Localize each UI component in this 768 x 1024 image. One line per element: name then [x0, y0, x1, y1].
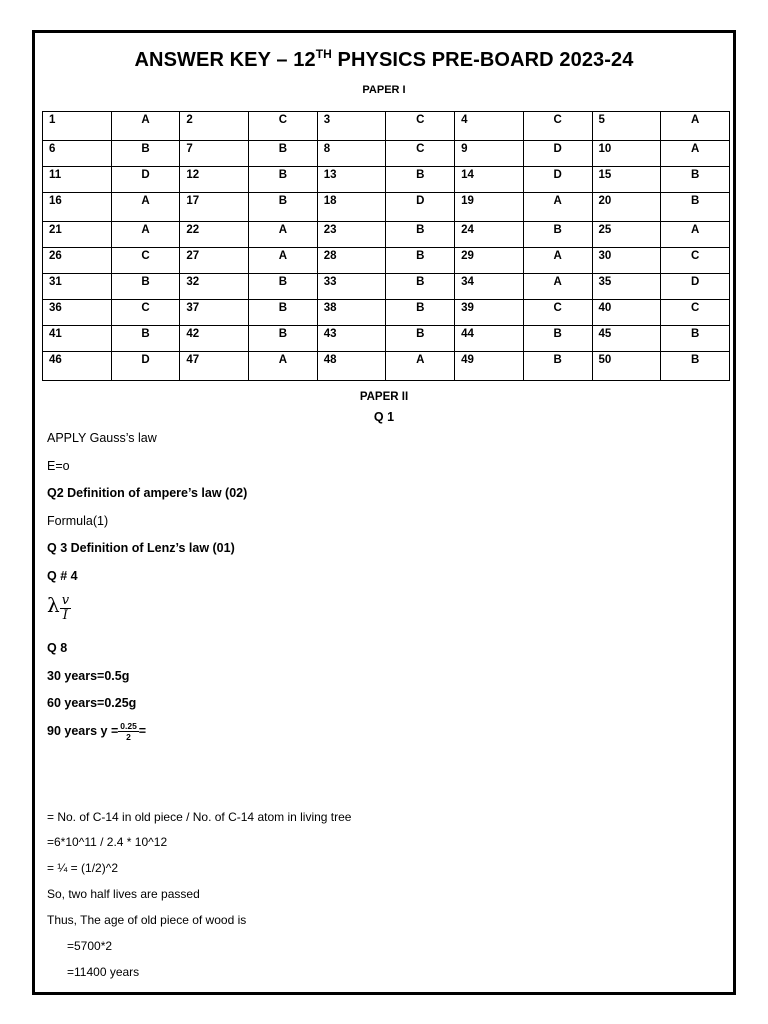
q1-line-2: E=o	[47, 459, 70, 473]
question-number: 23	[317, 222, 386, 248]
answer-letter: B	[661, 326, 730, 352]
answer-letter: B	[523, 352, 592, 381]
question-number: 1	[43, 112, 112, 141]
answer-letter: A	[249, 222, 318, 248]
solution-line-7: =11400 years	[67, 965, 140, 979]
answer-letter: D	[386, 193, 455, 222]
answer-letter: A	[386, 352, 455, 381]
answer-letter: C	[661, 248, 730, 274]
q1-heading: Q 1	[373, 410, 395, 424]
question-number: 25	[592, 222, 661, 248]
answer-letter: B	[111, 141, 180, 167]
question-number: 10	[592, 141, 661, 167]
answer-letter: C	[523, 300, 592, 326]
answer-letter: B	[249, 141, 318, 167]
table-row	[43, 248, 730, 274]
table-row	[43, 222, 730, 248]
table-row	[43, 141, 730, 167]
answer-letter: B	[661, 167, 730, 193]
answer-letter: D	[111, 352, 180, 381]
answer-letter: B	[249, 326, 318, 352]
solution-line-6: =5700*2	[67, 939, 113, 953]
solution-line-3: = ¼ = (1/2)^2	[47, 861, 119, 875]
question-number: 38	[317, 300, 386, 326]
solution-line-4: So, two half lives are passed	[47, 887, 200, 901]
q1-line-1: APPLY Gauss’s law	[47, 431, 157, 445]
answer-letter: D	[111, 167, 180, 193]
question-number: 36	[43, 300, 112, 326]
answer-letter: C	[111, 248, 180, 274]
question-number: 31	[43, 274, 112, 300]
answer-letter: B	[111, 326, 180, 352]
question-number: 44	[455, 326, 524, 352]
answer-letter: C	[386, 112, 455, 141]
solution-line-1: = No. of C-14 in old piece / No. of C-14 atom in living tree	[47, 810, 352, 824]
question-number: 18	[317, 193, 386, 222]
paper-2-heading: PAPER II	[359, 391, 409, 403]
answer-letter: B	[386, 326, 455, 352]
table-row	[43, 326, 730, 352]
question-number: 19	[455, 193, 524, 222]
table-row	[43, 193, 730, 222]
question-number: 14	[455, 167, 524, 193]
answer-letter: A	[249, 352, 318, 381]
question-number: 41	[43, 326, 112, 352]
answer-letter: A	[523, 193, 592, 222]
answer-letter: B	[249, 274, 318, 300]
question-number: 50	[592, 352, 661, 381]
table-row	[43, 274, 730, 300]
answer-letter: B	[249, 167, 318, 193]
answer-letter: C	[661, 300, 730, 326]
question-number: 30	[592, 248, 661, 274]
answer-letter: B	[523, 222, 592, 248]
question-number: 29	[455, 248, 524, 274]
question-number: 21	[43, 222, 112, 248]
q4-heading: Q # 4	[47, 569, 78, 583]
lambda-symbol: λ	[47, 593, 60, 617]
question-number: 12	[180, 167, 249, 193]
answer-letter: A	[249, 248, 318, 274]
answer-letter: A	[523, 274, 592, 300]
table-row	[43, 300, 730, 326]
q2-line: Formula(1)	[47, 514, 109, 528]
answer-letter: C	[111, 300, 180, 326]
v-over-i-fraction: $\frac{v}{I}$	[61, 593, 70, 624]
q4-formula	[47, 593, 71, 623]
answer-letter: A	[523, 248, 592, 274]
answer-letter: A	[111, 193, 180, 222]
table-row	[43, 352, 730, 381]
question-number: 6	[43, 141, 112, 167]
question-number: 47	[180, 352, 249, 381]
answer-table	[42, 111, 730, 381]
fraction: $\frac{0.25}{2}$	[120, 721, 137, 742]
question-number: 46	[43, 352, 112, 381]
answer-letter: C	[249, 112, 318, 141]
question-number: 9	[455, 141, 524, 167]
q8-line-1: 30 years=0.5g	[47, 669, 130, 683]
answer-letter: B	[523, 326, 592, 352]
question-number: 20	[592, 193, 661, 222]
answer-letter: D	[523, 167, 592, 193]
question-number: 15	[592, 167, 661, 193]
question-number: 37	[180, 300, 249, 326]
question-number: 16	[43, 193, 112, 222]
answer-letter: A	[111, 222, 180, 248]
question-number: 4	[455, 112, 524, 141]
answer-letter: D	[661, 274, 730, 300]
answer-letter: B	[386, 222, 455, 248]
q8-line-2: 60 years=0.25g	[47, 696, 137, 710]
answer-letter: C	[523, 112, 592, 141]
answer-letter: B	[386, 248, 455, 274]
question-number: 2	[180, 112, 249, 141]
question-number: 48	[317, 352, 386, 381]
answer-letter: B	[249, 300, 318, 326]
question-number: 8	[317, 141, 386, 167]
answer-letter: B	[661, 193, 730, 222]
answer-letter: B	[661, 352, 730, 381]
question-number: 49	[455, 352, 524, 381]
table-row	[43, 167, 730, 193]
question-number: 33	[317, 274, 386, 300]
q8-formula: 90 years y = $\frac{0.25}{2}$ =	[47, 721, 147, 742]
question-number: 3	[317, 112, 386, 141]
question-number: 17	[180, 193, 249, 222]
solution-line-5: Thus, The age of old piece of wood is	[47, 913, 247, 927]
paper-1-heading: PAPER I	[362, 84, 406, 96]
question-number: 7	[180, 141, 249, 167]
question-number: 5	[592, 112, 661, 141]
question-number: 11	[43, 167, 112, 193]
question-number: 32	[180, 274, 249, 300]
question-number: 22	[180, 222, 249, 248]
question-number: 24	[455, 222, 524, 248]
answer-letter: A	[661, 112, 730, 141]
answer-letter: B	[111, 274, 180, 300]
answer-letter: A	[661, 222, 730, 248]
question-number: 45	[592, 326, 661, 352]
table-row	[43, 112, 730, 141]
question-number: 28	[317, 248, 386, 274]
answer-letter: B	[386, 300, 455, 326]
question-number: 42	[180, 326, 249, 352]
answer-letter: D	[523, 141, 592, 167]
q2-heading: Q2 Definition of ampere’s law (02)	[47, 486, 248, 500]
answer-letter: B	[386, 167, 455, 193]
answer-letter: B	[249, 193, 318, 222]
question-number: 39	[455, 300, 524, 326]
question-number: 40	[592, 300, 661, 326]
q8-heading: Q 8	[47, 641, 68, 655]
question-number: 43	[317, 326, 386, 352]
answer-letter: B	[386, 274, 455, 300]
question-number: 34	[455, 274, 524, 300]
question-number: 35	[592, 274, 661, 300]
question-number: 13	[317, 167, 386, 193]
answer-letter: A	[661, 141, 730, 167]
q3-heading: Q 3 Definition of Lenz’s law (01)	[47, 541, 235, 555]
answer-letter: A	[111, 112, 180, 141]
question-number: 26	[43, 248, 112, 274]
answer-key-page	[32, 30, 736, 995]
solution-line-2: =6*10^11 / 2.4 * 10^12	[47, 835, 168, 849]
page-title: ANSWER KEY – 12TH PHYSICS PRE-BOARD 2023-24	[134, 47, 634, 71]
question-number: 27	[180, 248, 249, 274]
answer-letter: C	[386, 141, 455, 167]
